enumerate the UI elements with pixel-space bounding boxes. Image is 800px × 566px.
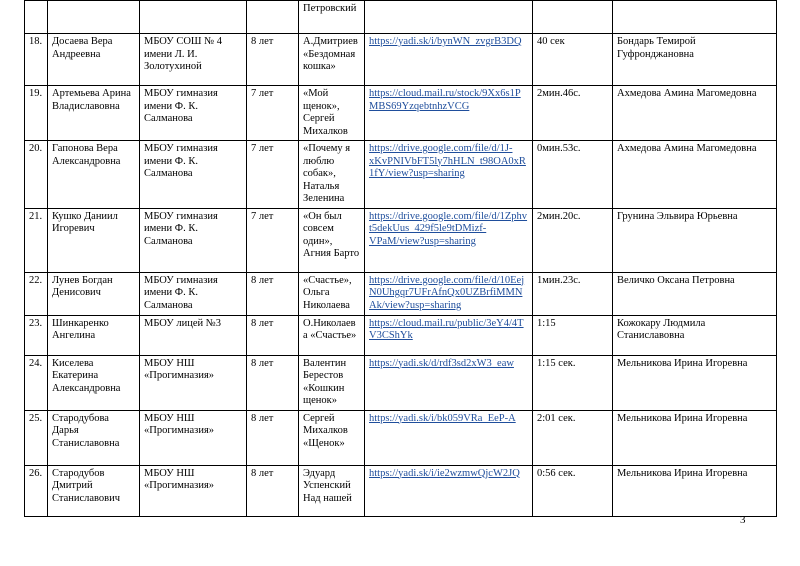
participant-age-cell (247, 465, 299, 516)
work-title: «Он был совсем один», Агния Барто (303, 210, 360, 259)
participant-name: Киселева Екатерина Александровна (52, 357, 121, 394)
work-title: Эдуард Успенский Над нашей (303, 467, 352, 504)
table-row (25, 34, 777, 86)
participant-age-cell (247, 208, 299, 272)
work-title: А.Дмитриев «Бездомная кошка» (303, 36, 358, 72)
row-number-cell (25, 272, 48, 315)
teacher-name: Бондарь Темирой Гуфронджановна (617, 36, 696, 60)
participant-name-cell (48, 410, 140, 465)
work-title: О.Николаева «Счастье» (303, 317, 357, 341)
recording-link-cell (365, 272, 533, 315)
participant-age-cell (247, 34, 299, 86)
table-row (25, 465, 777, 516)
school-name-cell (140, 355, 247, 410)
participant-age: 8 лет (251, 274, 274, 286)
teacher-name-cell (613, 34, 777, 86)
work-title-cell (299, 355, 365, 410)
participant-age-cell (247, 86, 299, 141)
work-title: Валентин Берестов «Кошкин щенок» (303, 357, 347, 406)
teacher-name: Мельникова Ирина Игоревна (617, 357, 748, 369)
duration: 2:01 сек. (537, 412, 576, 424)
work-title: Сергей Михалков «Щенок» (303, 412, 348, 449)
recording-link-cell (365, 410, 533, 465)
participant-age-cell (247, 272, 299, 315)
table-row (25, 1, 777, 34)
page-number: 3 (740, 514, 746, 526)
row-number-cell (25, 315, 48, 355)
work-title-cell (299, 34, 365, 86)
row-number: 19. (29, 88, 43, 99)
participant-age: 8 лет (251, 412, 274, 424)
duration-cell (533, 208, 613, 272)
work-title-cell (299, 465, 365, 516)
participant-name: Лунев Богдан Денисович (52, 274, 113, 298)
recording-link-cell (365, 208, 533, 272)
duration: 40 сек (537, 36, 565, 47)
row-number-cell (25, 86, 48, 141)
duration-cell (533, 272, 613, 315)
school-name: МБОУ гимназия имени Ф. К. Салманова (144, 143, 218, 179)
teacher-name: Величко Оксана Петровна (617, 274, 735, 286)
participant-age-cell (247, 355, 299, 410)
school-name: МБОУ СОШ № 4 имени Л. И. Золотухиной (144, 36, 223, 72)
work-title-cell (299, 272, 365, 315)
duration-cell (533, 141, 613, 209)
participant-age: 7 лет (251, 88, 274, 99)
duration: 1:15 (537, 317, 556, 329)
school-name: МБОУ гимназия имени Ф. К. Салманова (144, 210, 218, 247)
row-number-cell (25, 465, 48, 516)
school-name: МБОУ гимназия имени Ф. К. Салманова (144, 88, 218, 124)
recording-link-cell (365, 315, 533, 355)
teacher-name-cell (613, 272, 777, 315)
teacher-name: Ахмедова Амина Магомедовна (617, 143, 757, 154)
work-title-cell (299, 208, 365, 272)
row-number: 22. (29, 274, 43, 286)
table-row (25, 208, 777, 272)
participant-age-cell (247, 141, 299, 209)
participant-name-cell (48, 34, 140, 86)
recording-link[interactable]: https://yadi.sk/d/rdf3sd2xW3_eaw (369, 357, 514, 369)
teacher-name-cell (613, 315, 777, 355)
participant-name-cell (48, 272, 140, 315)
participant-age-cell (247, 1, 299, 34)
row-number-cell (25, 355, 48, 410)
recording-link[interactable]: https://cloud.mail.ru/stock/9Xx6s1PMBS69YzqebtnhzVCG (369, 88, 521, 112)
table-row (25, 315, 777, 355)
teacher-name-cell (613, 410, 777, 465)
duration: 2мин.46с. (537, 88, 581, 99)
row-number: 21. (29, 210, 43, 222)
table-row (25, 86, 777, 141)
duration: 0мин.53с. (537, 143, 581, 154)
school-name: МБОУ гимназия имени Ф. К. Салманова (144, 274, 218, 311)
participant-age-cell (247, 410, 299, 465)
table-row (25, 355, 777, 410)
participant-name: Шинкаренко Ангелина (52, 317, 109, 341)
table-row (25, 272, 777, 315)
teacher-name: Мельникова Ирина Игоревна (617, 467, 748, 479)
school-name: МБОУ НШ «Прогимназия» (144, 467, 215, 491)
participant-name: Кушко Даниил Игоревич (52, 210, 118, 234)
recording-link-cell (365, 1, 533, 34)
row-number: 18. (29, 36, 43, 47)
work-title-cell (299, 86, 365, 141)
participant-name-cell (48, 355, 140, 410)
work-title-cell (299, 1, 365, 34)
school-name-cell (140, 208, 247, 272)
teacher-name: Кожокару Людмила Станиславовна (617, 317, 706, 341)
row-number-cell (25, 410, 48, 465)
work-title: «Почему я люблю собак», Наталья Зеленина (303, 143, 351, 204)
recording-link[interactable]: https://cloud.mail.ru/public/3eY4/4TV3CShYk (369, 317, 524, 341)
row-number-cell (25, 208, 48, 272)
entries-table (24, 0, 777, 517)
teacher-name-cell (613, 355, 777, 410)
entries-table-body (25, 1, 777, 517)
recording-link[interactable]: https://yadi.sk/i/bynWN_zvgrB3DQ (369, 36, 522, 47)
row-number-cell (25, 34, 48, 86)
school-name-cell (140, 1, 247, 34)
teacher-name-cell (613, 1, 777, 34)
school-name-cell (140, 34, 247, 86)
work-title: Петровский (303, 3, 357, 14)
teacher-name-cell (613, 141, 777, 209)
duration-cell (533, 315, 613, 355)
school-name-cell (140, 141, 247, 209)
duration-cell (533, 34, 613, 86)
table-row (25, 141, 777, 209)
participant-name: Артемьева Арина Владиславовна (52, 88, 131, 112)
recording-link-cell (365, 86, 533, 141)
row-number: 23. (29, 317, 43, 329)
participant-age: 8 лет (251, 36, 274, 47)
school-name-cell (140, 410, 247, 465)
row-number-cell (25, 141, 48, 209)
recording-link[interactable]: https://drive.google.com/file/d/1Zphvt5dekUus_429f5le9tDMizf-VPaM/view?usp=sharing (369, 210, 528, 247)
participant-name: Стародубов Дмитрий Станиславович (52, 467, 121, 504)
school-name: МБОУ НШ «Прогимназия» (144, 412, 215, 436)
duration: 1:15 сек. (537, 357, 576, 369)
duration-cell (533, 465, 613, 516)
participant-age: 8 лет (251, 357, 274, 369)
teacher-name-cell (613, 465, 777, 516)
teacher-name: Грунина Эльвира Юрьевна (617, 210, 738, 222)
participant-name-cell (48, 315, 140, 355)
work-title-cell (299, 141, 365, 209)
recording-link[interactable]: https://yadi.sk/i/ie2wzmwQjcW2JQ (369, 467, 520, 479)
participant-age: 8 лет (251, 317, 274, 329)
teacher-name: Мельникова Ирина Игоревна (617, 412, 748, 424)
work-title-cell (299, 410, 365, 465)
recording-link-cell (365, 34, 533, 86)
teacher-name-cell (613, 86, 777, 141)
school-name-cell (140, 86, 247, 141)
row-number-cell (25, 1, 48, 34)
recording-link-cell (365, 141, 533, 209)
duration: 0:56 сек. (537, 467, 576, 479)
row-number: 25. (29, 412, 43, 424)
duration: 1мин.23с. (537, 274, 581, 286)
duration-cell (533, 1, 613, 34)
school-name-cell (140, 272, 247, 315)
row-number: 24. (29, 357, 43, 369)
school-name-cell (140, 465, 247, 516)
teacher-name: Ахмедова Амина Магомедовна (617, 88, 757, 99)
school-name: МБОУ НШ «Прогимназия» (144, 357, 215, 381)
duration-cell (533, 410, 613, 465)
table-row (25, 410, 777, 465)
row-number: 20. (29, 143, 43, 154)
recording-link[interactable]: https://drive.google.com/file/d/10EejN0Uhgqr7UFrAfnQx0UZBrfiMMNAk/view?usp=sharing (369, 274, 525, 311)
participant-age-cell (247, 315, 299, 355)
participant-age: 7 лет (251, 143, 274, 154)
row-number: 26. (29, 467, 43, 479)
participant-name-cell (48, 465, 140, 516)
participant-name-cell (48, 1, 140, 34)
recording-link[interactable]: https://yadi.sk/i/bk059VRa_EeP-A (369, 412, 516, 424)
work-title: «Счастье», Ольга Николаева (303, 274, 352, 311)
participant-name: Досаева Вера Андреевна (52, 36, 113, 60)
duration-cell (533, 86, 613, 141)
participant-name: Гапонова Вера Александровна (52, 143, 121, 167)
participant-age: 7 лет (251, 210, 274, 222)
school-name-cell (140, 315, 247, 355)
participant-name-cell (48, 208, 140, 272)
participant-name-cell (48, 141, 140, 209)
participant-name: Стародубова Дарья Станиславовна (52, 412, 120, 449)
recording-link-cell (365, 465, 533, 516)
work-title: «Мой щенок», Сергей Михалков (303, 88, 348, 137)
participant-name-cell (48, 86, 140, 141)
duration: 2мин.20с. (537, 210, 581, 222)
school-name: МБОУ лицей №3 (144, 317, 221, 329)
participant-age: 8 лет (251, 467, 274, 479)
recording-link[interactable]: https://drive.google.com/file/d/1J-xKvPNIVbFT5ly7hHLN_t98OA0xR1fY/view?usp=sharing (369, 143, 526, 179)
duration-cell (533, 355, 613, 410)
teacher-name-cell (613, 208, 777, 272)
work-title-cell (299, 315, 365, 355)
recording-link-cell (365, 355, 533, 410)
